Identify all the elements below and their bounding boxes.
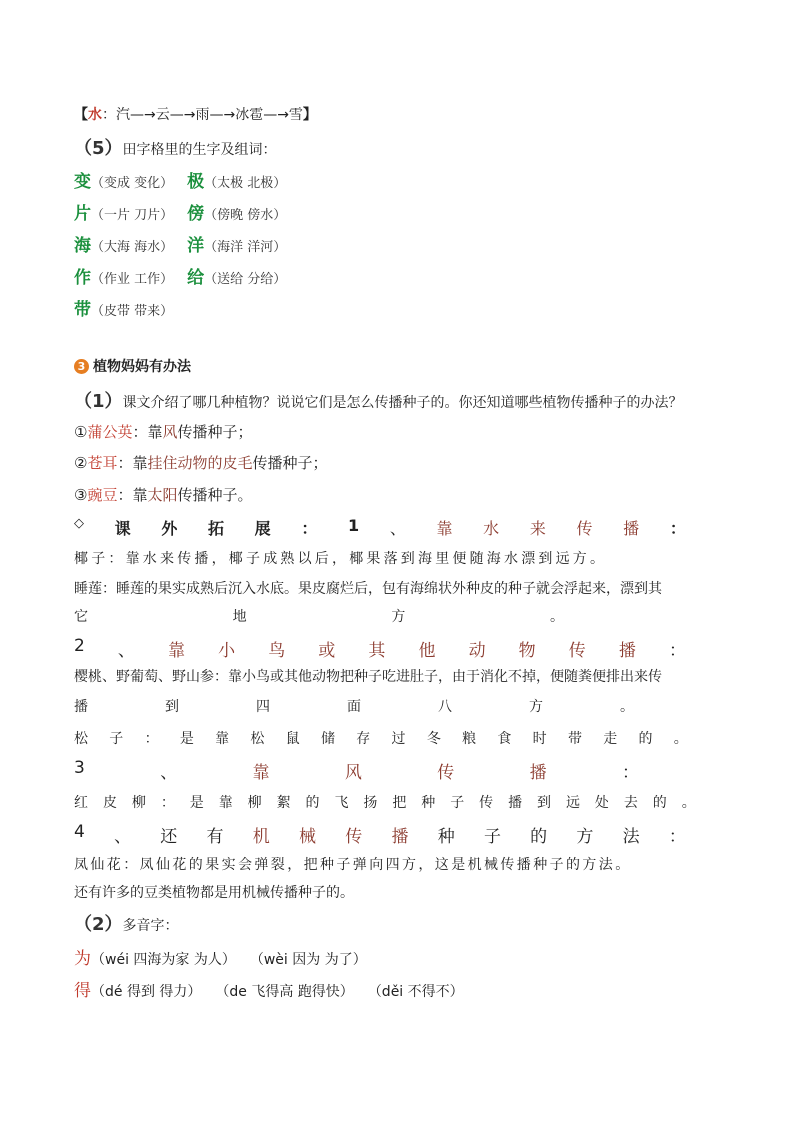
text-char: 播 xyxy=(74,699,88,715)
text-char: 储 xyxy=(320,731,335,747)
heading-key-char: 水 xyxy=(483,519,500,538)
heading-key-char: 或 xyxy=(318,641,336,661)
heading-key-char: 小 xyxy=(218,641,236,661)
text-char: 。 xyxy=(681,795,696,811)
section-5-number: （5） xyxy=(74,138,123,159)
lotus-text-2 xyxy=(74,606,564,626)
text-char: 它 xyxy=(74,609,88,625)
text-char: 走 xyxy=(603,731,618,747)
coconut-text: 椰子：靠水来传播，椰子成熟以后，椰果落到海里便随海水漂到远方。 xyxy=(74,551,608,567)
heading-colon: ： xyxy=(668,827,686,847)
question-1-text: 课文介绍了哪几种植物？说说它们是怎么传播种子的。你还知道哪些植物传播种子的办法？ xyxy=(122,395,683,411)
close-bracket: 】 xyxy=(302,107,317,123)
text-char: 子 xyxy=(109,731,124,747)
text-char: ： xyxy=(160,795,175,811)
section-5-title: 田字格里的生字及组词： xyxy=(122,142,277,158)
text-char: 传 xyxy=(479,795,494,811)
text-char: 靠 xyxy=(215,731,230,747)
answer-key: 太阳 xyxy=(147,486,178,504)
text-char: 。 xyxy=(673,731,688,747)
text-char: 是 xyxy=(189,795,204,811)
word-char: 片 xyxy=(74,204,91,224)
heading-char: ： xyxy=(301,519,318,538)
question-2-number: （2） xyxy=(74,914,123,935)
open-bracket: 【 xyxy=(74,107,88,123)
heading-char: 课 xyxy=(114,519,131,538)
polyphone-item: （děi 不得不） xyxy=(367,984,464,1000)
text-char: 处 xyxy=(594,795,609,811)
heading-key-char: 来 xyxy=(529,519,546,538)
heading-key-char: 传 xyxy=(345,827,363,847)
heading-key-char: 靠 xyxy=(436,519,453,538)
heading-char: 展 xyxy=(254,519,271,538)
answer-post: 传播种子。 xyxy=(177,486,253,504)
text-char: 扬 xyxy=(363,795,378,811)
heading-char: 3 xyxy=(74,758,85,778)
heading-char: 2 xyxy=(74,636,85,656)
lotus-text-1: 睡莲：睡莲的果实成熟后沉入水底。果皮腐烂后，包有海绵状外种皮的种子就会浮起来，漂到其 xyxy=(74,581,662,597)
text-char: 把 xyxy=(392,795,407,811)
answer-2 xyxy=(74,452,328,473)
text-char: 去 xyxy=(623,795,638,811)
heading-key-char: 播 xyxy=(618,641,636,661)
heading-char: 外 xyxy=(161,519,178,538)
text-char: 皮 xyxy=(102,795,117,811)
heading-key-char: 其 xyxy=(368,641,386,661)
text-char: 靠 xyxy=(218,795,233,811)
polyphone-item: （wèi 因为 为了） xyxy=(249,952,367,968)
answer-pre: ：靠 xyxy=(117,486,148,504)
text-char: 是 xyxy=(179,731,194,747)
word-examples: （太极 北极） xyxy=(204,176,287,191)
heading-key-char: 传 xyxy=(576,519,593,538)
text-char: 的 xyxy=(638,731,653,747)
word-char: 变 xyxy=(74,172,91,192)
heading-char: 还 xyxy=(160,827,178,847)
text-char: 红 xyxy=(74,795,88,811)
answer-1 xyxy=(74,421,253,442)
word-examples: （海洋 洋河） xyxy=(204,240,287,255)
word-char: 作 xyxy=(74,268,91,288)
beans-text: 还有许多的豆类植物都是用机械传播种子的。 xyxy=(74,885,354,901)
text-char: 四 xyxy=(256,699,270,715)
heading-char: 、 xyxy=(389,519,406,538)
answer-mark: ① xyxy=(74,423,88,441)
text-char: 松 xyxy=(250,731,265,747)
word-row-4 xyxy=(74,263,286,288)
word-examples: （傍晚 傍水） xyxy=(204,208,287,223)
ext-heading-3 xyxy=(74,758,639,783)
heading-key-char: 传 xyxy=(437,763,455,783)
text-char: 方 xyxy=(529,699,543,715)
text-char: 方 xyxy=(391,609,406,625)
heading-char: 、 xyxy=(117,641,135,661)
text-char: 存 xyxy=(356,731,371,747)
question-2-title: 多音字： xyxy=(122,918,179,934)
heading-key-char: 物 xyxy=(518,641,536,661)
text-char: 飞 xyxy=(334,795,349,811)
section-3-title xyxy=(74,356,191,376)
heading-key-char: 靠 xyxy=(252,763,270,783)
word-examples: （大海 海水） xyxy=(91,240,174,255)
word-char: 傍 xyxy=(187,204,205,224)
word-examples: （一片 刀片） xyxy=(91,208,174,223)
heading-colon: ： xyxy=(669,519,686,538)
text-char: 种 xyxy=(421,795,436,811)
cherry-text-1: 樱桃、野葡萄、野山参：靠小鸟或其他动物把种子吃进肚子，由于消化不掉，便随粪便排出来传 xyxy=(74,669,662,685)
answer-pre: ：靠 xyxy=(132,423,163,441)
text-char: 松 xyxy=(74,731,88,747)
heading-key-char: 机 xyxy=(252,827,270,847)
lesson-title: 植物妈妈有办法 xyxy=(93,359,191,375)
answer-key: 挂住动物的皮毛 xyxy=(147,454,253,472)
heading-char: 、 xyxy=(114,827,132,847)
answer-mark: ③ xyxy=(74,486,88,504)
colon: ： xyxy=(102,107,116,123)
answer-pre: ：靠 xyxy=(117,454,148,472)
ext-heading-4 xyxy=(74,822,686,847)
water-cycle-line xyxy=(74,104,317,124)
text-char: 到 xyxy=(537,795,551,811)
text-char: 。 xyxy=(549,609,564,625)
word-examples: （送给 分给） xyxy=(204,272,287,287)
polyphone-row-1 xyxy=(74,944,367,969)
heading-char: 方 xyxy=(576,827,594,847)
water-chain: 汽—→云—→雨—→冰雹—→雪 xyxy=(116,107,303,123)
text-char: 过 xyxy=(391,731,406,747)
text-char: 柳 xyxy=(131,795,146,811)
heading-char: 法 xyxy=(622,827,640,847)
heading-char: 1 xyxy=(348,516,360,535)
heading-key-char: 他 xyxy=(418,641,436,661)
water-char: 水 xyxy=(88,107,102,123)
willow-text xyxy=(74,792,696,812)
answer-post: 传播种子； xyxy=(252,454,328,472)
balsam-text: 凤仙花：凤仙花的果实会弹裂，把种子弹向四方，这是机械传播种子的方法。 xyxy=(74,857,632,873)
word-examples: （变成 变化） xyxy=(91,176,174,191)
word-char: 给 xyxy=(187,268,205,288)
text-char: 面 xyxy=(347,699,361,715)
text-char: 柳 xyxy=(247,795,262,811)
text-char: 带 xyxy=(567,731,582,747)
text-char: 时 xyxy=(532,731,547,747)
heading-char: 的 xyxy=(530,827,548,847)
text-char: 子 xyxy=(450,795,465,811)
word-char: 洋 xyxy=(187,236,205,256)
polyphone-item: （dé 得到 得力） xyxy=(91,984,202,1000)
polyphone-row-2 xyxy=(74,976,464,1001)
section-5-heading xyxy=(74,134,277,160)
heading-key-char: 动 xyxy=(468,641,486,661)
heading-key-char: 风 xyxy=(344,763,362,783)
text-char: 粮 xyxy=(462,731,477,747)
heading-char: 子 xyxy=(483,827,501,847)
text-char: 冬 xyxy=(426,731,441,747)
word-char: 带 xyxy=(74,300,91,320)
heading-char: 拓 xyxy=(208,519,225,538)
text-char: 。 xyxy=(620,699,634,715)
polyphone-item: （de 飞得高 跑得快） xyxy=(215,984,354,1000)
heading-colon: ： xyxy=(621,763,639,783)
diamond-icon: ◇ xyxy=(74,516,84,531)
text-char: 地 xyxy=(232,609,247,625)
answer-plant: 苍耳 xyxy=(87,454,118,472)
text-char: 八 xyxy=(438,699,452,715)
answer-post: 传播种子； xyxy=(177,423,253,441)
text-char: 的 xyxy=(305,795,320,811)
word-char: 极 xyxy=(187,172,205,192)
pine-text xyxy=(74,728,688,748)
question-1 xyxy=(74,387,683,413)
text-char: 远 xyxy=(565,795,580,811)
word-examples: （作业 工作） xyxy=(91,272,174,287)
heading-char: 、 xyxy=(160,763,178,783)
word-row-2 xyxy=(74,199,286,224)
heading-char: 种 xyxy=(437,827,455,847)
word-row-3 xyxy=(74,231,286,256)
heading-key-char: 传 xyxy=(568,641,586,661)
heading-key-char: 播 xyxy=(623,519,640,538)
question-1-number: （1） xyxy=(74,391,123,412)
text-char: 鼠 xyxy=(285,731,300,747)
cherry-text-2 xyxy=(74,696,634,716)
text-char: 食 xyxy=(497,731,512,747)
text-char: 播 xyxy=(508,795,523,811)
heading-key-char: 械 xyxy=(299,827,316,847)
heading-key-char: 鸟 xyxy=(268,641,286,661)
heading-char: 4 xyxy=(74,822,85,842)
circled-number-badge: 3 xyxy=(74,359,89,374)
heading-key-char: 靠 xyxy=(168,641,186,661)
text-char: 絮 xyxy=(276,795,291,811)
text-char: ： xyxy=(144,731,159,747)
heading-char: 有 xyxy=(206,827,224,847)
polyphone-char: 得 xyxy=(74,981,91,1001)
word-row-1 xyxy=(74,167,286,192)
heading-colon: ： xyxy=(668,641,686,661)
heading-key-char: 播 xyxy=(529,763,547,783)
polyphone-item: （wéi 四海为家 为人） xyxy=(91,952,236,968)
answer-3 xyxy=(74,484,253,505)
answer-plant: 蒲公英 xyxy=(87,423,133,441)
word-examples: （皮带 带来） xyxy=(91,304,174,319)
polyphone-char: 为 xyxy=(74,949,91,969)
question-2-heading xyxy=(74,910,179,936)
word-char: 海 xyxy=(74,236,91,256)
word-row-5 xyxy=(74,295,173,320)
answer-key: 风 xyxy=(162,423,178,441)
heading-key-char: 播 xyxy=(391,827,409,847)
answer-mark: ② xyxy=(74,454,88,472)
ext-heading-1 xyxy=(74,516,686,539)
text-char: 到 xyxy=(165,699,179,715)
answer-plant: 豌豆 xyxy=(87,486,118,504)
text-char: 的 xyxy=(652,795,667,811)
ext-heading-2 xyxy=(74,636,686,661)
